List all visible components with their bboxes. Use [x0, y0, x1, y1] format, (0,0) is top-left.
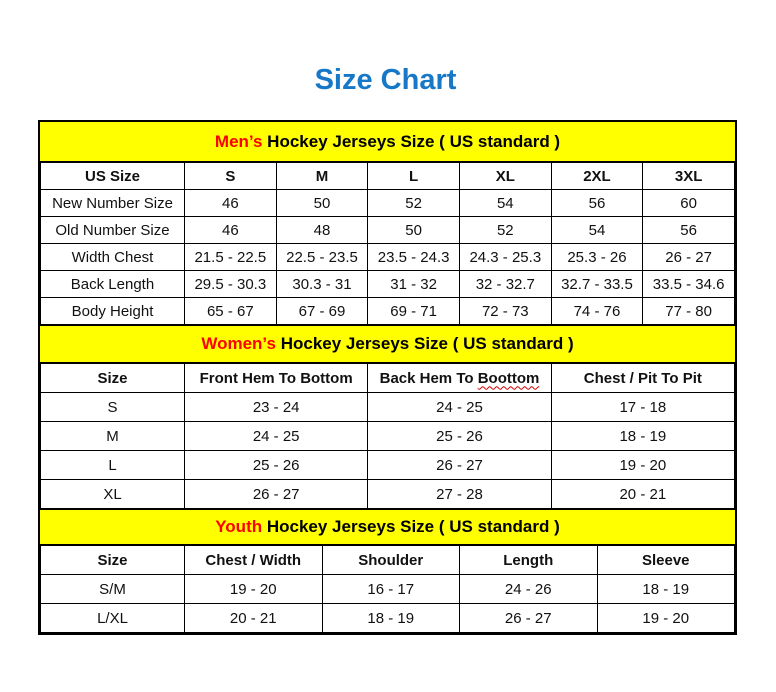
table-cell: 24 - 25: [185, 422, 368, 451]
table-cell: 33.5 - 34.6: [643, 271, 735, 298]
table-cell: 32 - 32.7: [459, 271, 551, 298]
table-cell: 32.7 - 33.5: [551, 271, 643, 298]
table-row: [41, 298, 735, 325]
row-label: XL: [41, 480, 185, 509]
youth-header-row: [41, 546, 735, 575]
column-header: Shoulder: [322, 546, 460, 575]
table-cell: 17 - 18: [551, 393, 734, 422]
column-header: M: [276, 163, 368, 190]
table-cell: 65 - 67: [185, 298, 277, 325]
table-cell: 23.5 - 24.3: [368, 244, 460, 271]
column-header: Chest / Width: [185, 546, 323, 575]
table-row: [41, 451, 735, 480]
row-label: New Number Size: [41, 190, 185, 217]
column-header: Chest / Pit To Pit: [551, 364, 734, 393]
table-cell: 77 - 80: [643, 298, 735, 325]
table-row: [41, 422, 735, 451]
column-header: L: [368, 163, 460, 190]
row-label: Body Height: [41, 298, 185, 325]
table-cell: 72 - 73: [459, 298, 551, 325]
table-cell: 25 - 26: [185, 451, 368, 480]
column-header: US Size: [41, 163, 185, 190]
table-cell: 74 - 76: [551, 298, 643, 325]
page-title: Size Chart: [314, 64, 457, 96]
table-cell: 19 - 20: [597, 604, 735, 633]
youth-section-banner: [40, 509, 735, 545]
table-cell: 24 - 26: [460, 575, 598, 604]
column-header: Size: [41, 546, 185, 575]
womens-banner-title: Hockey Jerseys Size ( US standard ): [275, 334, 574, 353]
table-row: [41, 271, 735, 298]
column-header: 3XL: [643, 163, 735, 190]
table-cell: 56: [551, 190, 643, 217]
table-row: [41, 393, 735, 422]
misspelled-word: Boottom: [477, 369, 540, 387]
table-cell: 30.3 - 31: [276, 271, 368, 298]
womens-header-row: [41, 364, 735, 393]
table-cell: 29.5 - 30.3: [185, 271, 277, 298]
column-header: 2XL: [551, 163, 643, 190]
size-chart-tables: [38, 120, 737, 635]
row-label: Old Number Size: [41, 217, 185, 244]
table-cell: 52: [368, 190, 460, 217]
youth-banner-highlight: Youth: [215, 517, 263, 536]
table-cell: 18 - 19: [597, 575, 735, 604]
table-row: [41, 217, 735, 244]
table-cell: 19 - 20: [551, 451, 734, 480]
table-row: [41, 575, 735, 604]
youth-banner-title: Hockey Jerseys Size ( US standard ): [262, 517, 560, 536]
table-cell: 26 - 27: [185, 480, 368, 509]
table-row: [41, 604, 735, 633]
table-cell: 25.3 - 26: [551, 244, 643, 271]
table-cell: 26 - 27: [460, 604, 598, 633]
column-header: Size: [41, 364, 185, 393]
table-row: [41, 244, 735, 271]
row-label: S/M: [41, 575, 185, 604]
column-header: Length: [460, 546, 598, 575]
table-cell: 52: [459, 217, 551, 244]
table-row: [41, 190, 735, 217]
table-cell: 27 - 28: [368, 480, 551, 509]
column-header: [368, 364, 551, 393]
table-row: [41, 480, 735, 509]
table-cell: 21.5 - 22.5: [185, 244, 277, 271]
womens-section-banner: [40, 325, 735, 363]
table-cell: 31 - 32: [368, 271, 460, 298]
table-cell: 54: [459, 190, 551, 217]
mens-header-row: [41, 163, 735, 190]
table-cell: 18 - 19: [322, 604, 460, 633]
table-cell: 23 - 24: [185, 393, 368, 422]
youth-size-table: [40, 545, 735, 633]
table-cell: 48: [276, 217, 368, 244]
mens-banner-highlight: Men’s: [214, 131, 263, 151]
womens-banner-highlight: Women’s: [201, 334, 276, 353]
table-cell: 67 - 69: [276, 298, 368, 325]
table-cell: 46: [185, 190, 277, 217]
mens-size-table: [40, 162, 735, 325]
column-header: Front Hem To Bottom: [185, 364, 368, 393]
table-cell: 24 - 25: [368, 393, 551, 422]
table-cell: 54: [551, 217, 643, 244]
table-cell: 60: [643, 190, 735, 217]
table-cell: 18 - 19: [551, 422, 734, 451]
row-label: M: [41, 422, 185, 451]
column-header-text: Back Hem To: [379, 369, 478, 387]
column-header: XL: [459, 163, 551, 190]
table-cell: 24.3 - 25.3: [459, 244, 551, 271]
table-cell: 56: [643, 217, 735, 244]
row-label: L/XL: [41, 604, 185, 633]
table-cell: 46: [185, 217, 277, 244]
column-header: S: [185, 163, 277, 190]
table-cell: 26 - 27: [368, 451, 551, 480]
table-cell: 26 - 27: [643, 244, 735, 271]
table-cell: 50: [368, 217, 460, 244]
row-label: Width Chest: [41, 244, 185, 271]
table-cell: 16 - 17: [322, 575, 460, 604]
table-cell: 50: [276, 190, 368, 217]
table-cell: 25 - 26: [368, 422, 551, 451]
table-cell: 20 - 21: [551, 480, 734, 509]
row-label: S: [41, 393, 185, 422]
row-label: Back Length: [41, 271, 185, 298]
table-cell: 20 - 21: [185, 604, 323, 633]
row-label: L: [41, 451, 185, 480]
table-cell: 19 - 20: [185, 575, 323, 604]
womens-size-table: [40, 363, 735, 509]
table-cell: 22.5 - 23.5: [276, 244, 368, 271]
mens-banner-title: Hockey Jerseys Size ( US standard ): [262, 131, 561, 151]
table-cell: 69 - 71: [368, 298, 460, 325]
mens-section-banner: [40, 122, 735, 162]
column-header: Sleeve: [597, 546, 735, 575]
